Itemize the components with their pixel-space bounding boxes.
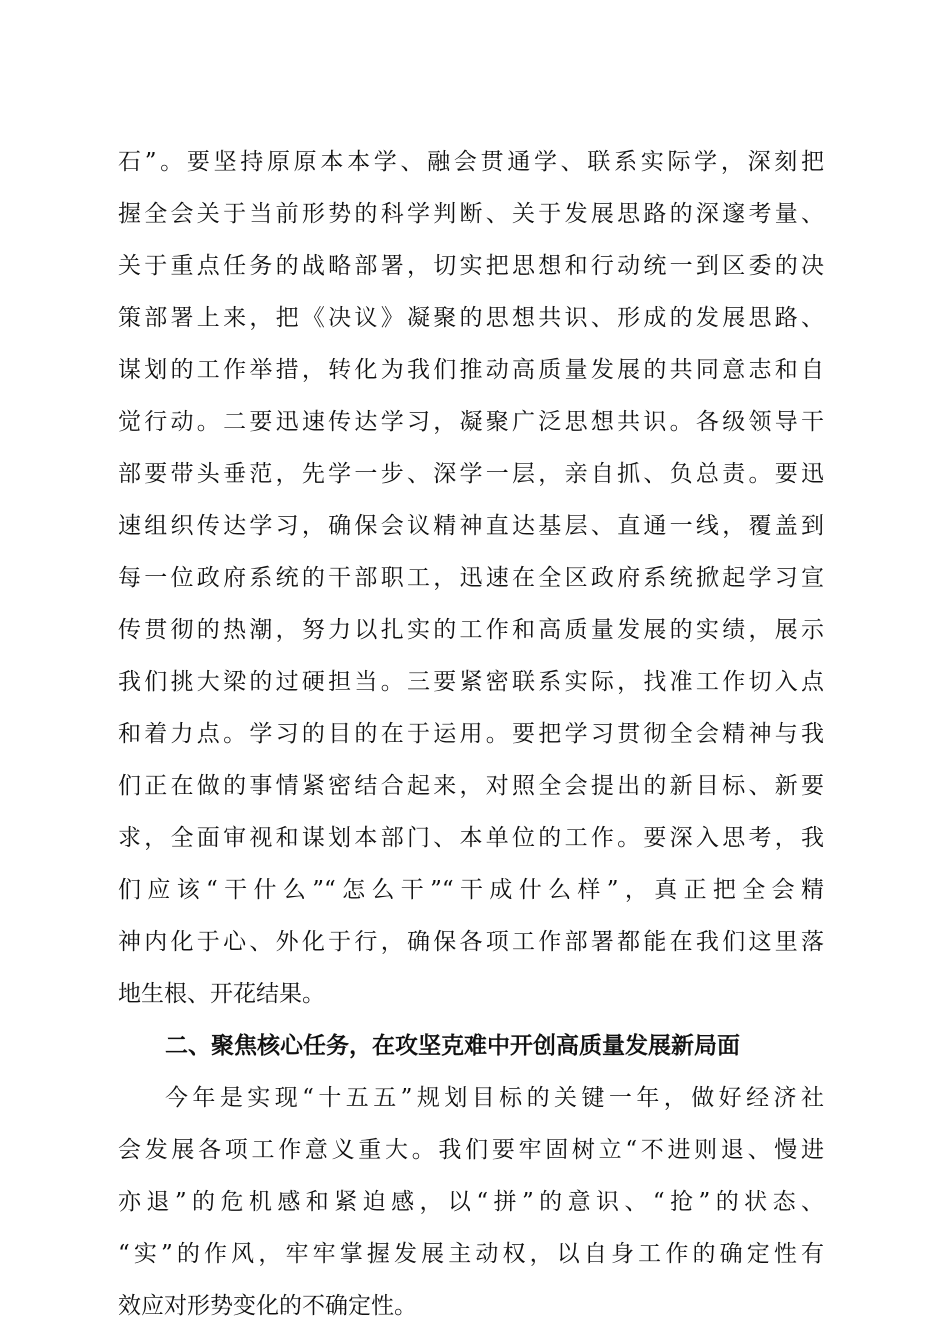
- body-text-line: 策部署上来，把《决议》凝聚的思想共识、形成的发展思路、: [118, 305, 824, 331]
- body-text-line: “实”的作风，牢牢掌握发展主动权，以自身工作的确定性有: [118, 1241, 824, 1267]
- body-text-line: 们正在做的事情紧密结合起来，对照全会提出的新目标、新要: [118, 773, 824, 799]
- body-text-line: 觉行动。二要迅速传达学习，凝聚广泛思想共识。各级领导干: [118, 409, 824, 435]
- body-text-line: 效应对形势变化的不确定性。: [118, 1293, 417, 1319]
- body-text-line: 神内化于心、外化于行，确保各项工作部署都能在我们这里落: [118, 929, 824, 955]
- body-text-line: 速组织传达学习，确保会议精神直达基层、直通一线，覆盖到: [118, 513, 824, 539]
- body-text-line: 谋划的工作举措，转化为我们推动高质量发展的共同意志和自: [118, 357, 824, 383]
- body-text-line: 传贯彻的热潮，努力以扎实的工作和高质量发展的实绩，展示: [118, 617, 824, 643]
- body-text-line: 关于重点任务的战略部署，切实把思想和行动统一到区委的决: [118, 253, 824, 279]
- body-text-line: 和着力点。学习的目的在于运用。要把学习贯彻全会精神与我: [118, 721, 824, 747]
- body-text-line: 我们挑大梁的过硬担当。三要紧密联系实际，找准工作切入点: [118, 669, 824, 695]
- body-text-line: 们应该“干什么”“怎么干”“干成什么样”，真正把全会精: [118, 877, 824, 903]
- body-text-line: 求，全面审视和谋划本部门、本单位的工作。要深入思考，我: [118, 825, 824, 851]
- body-text-line: 亦退”的危机感和紧迫感，以“拼”的意识、“抢”的状态、: [118, 1189, 824, 1215]
- body-text-line: 部要带头垂范，先学一步、深学一层，亲自抓、负总责。要迅: [118, 461, 824, 487]
- body-text-line: 每一位政府系统的干部职工，迅速在全区政府系统掀起学习宣: [118, 565, 824, 591]
- body-text-line: 今年是实现“十五五”规划目标的关键一年，做好经济社: [165, 1085, 824, 1111]
- body-text-line: 石”。要坚持原原本本学、融会贯通学、联系实际学，深刻把: [118, 149, 824, 175]
- body-text-line: 会发展各项工作意义重大。我们要牢固树立“不进则退、慢进: [118, 1137, 824, 1163]
- body-text-line: 握全会关于当前形势的科学判断、关于发展思路的深邃考量、: [118, 201, 824, 227]
- body-text-line: 地生根、开花结果。: [118, 981, 325, 1007]
- section-heading: 二、聚焦核心任务，在攻坚克难中开创高质量发展新局面: [165, 1033, 740, 1059]
